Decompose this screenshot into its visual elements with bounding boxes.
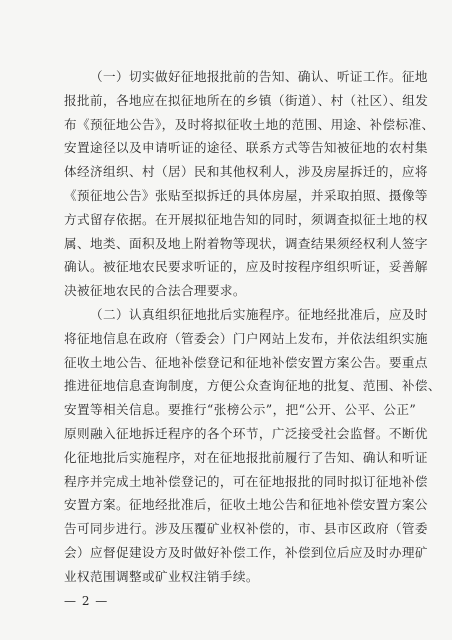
- text-line: 体经济组织、村（居）民和其他权利人，涉及房屋拆迁的，应将: [64, 164, 428, 180]
- text-line: （二）认真组织征地批后实施程序。征地经批准后，应及时: [90, 306, 428, 322]
- text-line: 安置途径以及申请听证的途径、联系方式等告知被征地的农村集: [64, 140, 428, 156]
- text-line: 安置方案。征地经批准后，征收土地公告和征地补偿安置方案公: [64, 497, 428, 513]
- text-line: 决被征地农民的合法合理要求。: [64, 283, 246, 299]
- text-line: 原则融入征地拆迁程序的各个环节，广泛接受社会监督。不断优: [64, 425, 428, 441]
- text-line: 业权范围调整或矿业权注销手续。: [64, 568, 259, 584]
- text-line: 确认。被征地农民要求听证的，应及时按程序组织听证，妥善解: [64, 259, 428, 275]
- paragraph-1: [64, 65, 435, 303]
- text-line: 会）应督促建设方及时做好补偿工作，补偿到位后应及时办理矿: [64, 544, 428, 560]
- text-line: 程序并完成土地补偿登记的，可在征地报批的同时拟订征地补偿: [64, 473, 428, 489]
- text-line: 告可同步进行。涉及压覆矿业权补偿的，市、县市区政府（管委: [64, 521, 428, 537]
- text-line: 布《预征地公告》，及时将拟征收土地的范围、用途、补偿标准、: [64, 116, 435, 132]
- text-line: （一）切实做好征地报批前的告知、确认、听证工作。征地: [90, 69, 428, 84]
- page-number: — 2 —: [64, 594, 109, 608]
- text-line: 化征地批后实施程序，对在征地报批前履行了告知、确认和听证: [64, 449, 428, 465]
- text-line: 推进征地信息查询制度，方便公众查询征地的批复、范围、补偿、: [64, 378, 441, 394]
- paragraph-2: [64, 303, 441, 589]
- text-line: 报批前，各地应在拟征地所在的乡镇（街道）、村（社区）、组发: [64, 92, 429, 108]
- text-line: 安置等相关信息。要推行“张榜公示”，把“公开、公平、公正”: [64, 402, 417, 418]
- text-line: 《预征地公告》张贴至拟拆迁的具体房屋，并采取拍照、摄像等: [64, 187, 428, 203]
- text-line: 属、地类、面积及地上附着物等现状，调查结果须经权利人签字: [64, 235, 428, 251]
- text-line: 方式留存依据。在开展拟征地告知的同时，须调查拟征土地的权: [64, 211, 428, 227]
- text-line: 征收土地公告、征地补偿登记和征地补偿安置方案公告。要重点: [64, 354, 428, 370]
- text-line: 将征地信息在政府（管委会）门户网站上发布，并依法组织实施: [64, 330, 428, 346]
- document-body: [64, 65, 441, 589]
